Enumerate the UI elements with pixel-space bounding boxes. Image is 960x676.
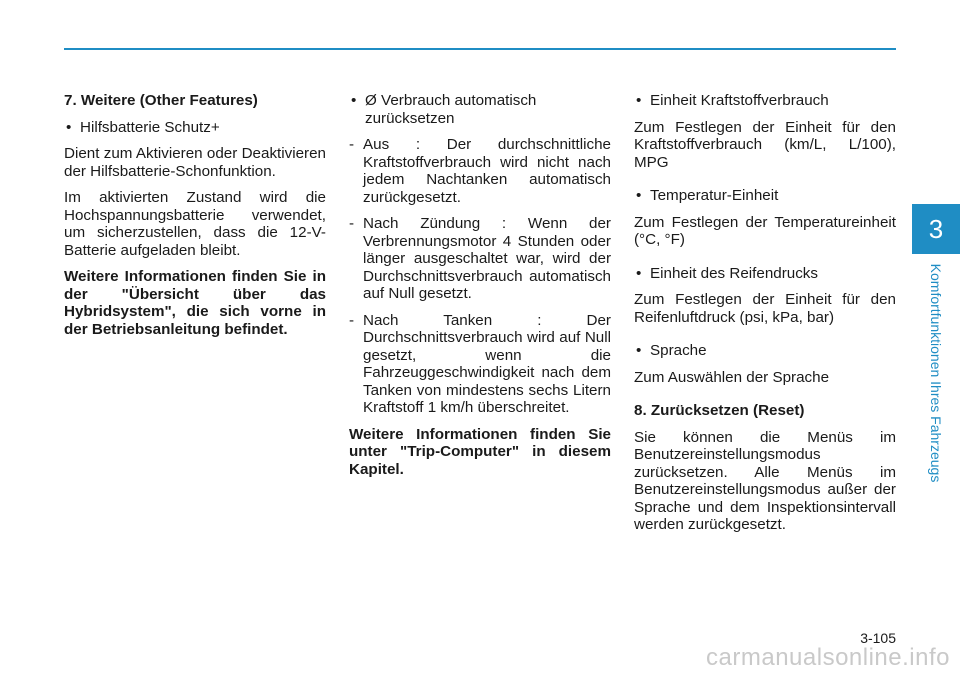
header-rule — [64, 48, 896, 50]
paragraph-tire-pressure-unit: Zum Festlegen der Einheit für den Reifenluftdruck (psi, kPa, bar) — [634, 291, 896, 326]
column-1 — [64, 92, 326, 347]
paragraph-fuel-economy-unit: Zum Festlegen der Einheit für den Kraftstoffverbrauch (km/L, L/100), MPG — [634, 118, 896, 171]
option-after-refueling: - Nach Tanken : Der Durchschnittsverbrauch wird auf Null gesetzt, wenn die Fahrzeuggeschwindigkeit nach dem Tanken von mindestens sechs Litern Kraftstoff 1 km/h überschreitet. — [349, 312, 611, 417]
bullet-avg-consumption-reset: • Ø Verbrauch automatisch zurücksetzen — [349, 92, 611, 127]
bullet-tire-pressure-unit: • Einheit des Reifendrucks — [634, 265, 896, 283]
paragraph-reset: Sie können die Menüs im Benutzereinstellungsmodus zurücksetzen. Alle Menüs im Benutzereinstellungsmodus außer der Sprache und dem Inspektionsintervall werden zurückgesetzt. — [634, 428, 896, 533]
chapter-title: Komfortfunktionen Ihres Fahrzeugs — [928, 263, 944, 483]
paragraph-temperature-unit: Zum Festlegen der Temperatureinheit (°C, °F) — [634, 213, 896, 248]
bullet-language: • Sprache — [634, 342, 896, 360]
note-hybrid-overview: Weitere Informationen finden Sie in der "Übersicht über das Hybridsystem", die sich vorne in der Betriebsanleitung befindet. — [64, 268, 326, 338]
paragraph-language: Zum Auswählen der Sprache — [634, 368, 830, 386]
chapter-number-tab: 3 — [912, 204, 960, 254]
section-heading-reset: 8. Zurücksetzen (Reset) — [634, 402, 805, 419]
paragraph-aux-battery-active: Im aktivierten Zustand wird die Hochspannungsbatterie verwendet, um sicherzustellen, dass die 12-V-Batterie aufgeladen bleibt. — [64, 189, 326, 259]
column-2 — [349, 92, 611, 487]
column-3 — [634, 92, 896, 543]
paragraph-aux-battery-description: Dient zum Aktivieren oder Deaktivieren der Hilfsbatterie-Schonfunktion. — [64, 145, 326, 180]
bullet-temperature-unit: • Temperatur-Einheit — [634, 187, 896, 205]
bullet-aux-battery-protection: • Hilfsbatterie Schutz+ — [64, 119, 326, 137]
section-heading-other-features: 7. Weitere (Other Features) — [64, 92, 258, 109]
page-number: 3-105 — [860, 630, 896, 646]
note-trip-computer: Weitere Informationen finden Sie unter "Trip-Computer" in diesem Kapitel. — [349, 425, 611, 478]
option-after-ignition: - Nach Zündung : Wenn der Verbrennungsmotor 4 Stunden oder länger ausgeschaltet war, wird der Durchschnittsverbrauch automatisch auf Null gesetzt. — [349, 215, 611, 303]
watermark: carmanualsonline.info — [706, 644, 950, 671]
option-off: - Aus : Der durchschnittliche Kraftstoffverbrauch wird nicht nach jedem Nachtanken automatisch zurückgesetzt. — [349, 136, 611, 206]
bullet-fuel-economy-unit: • Einheit Kraftstoffverbrauch — [634, 92, 896, 110]
